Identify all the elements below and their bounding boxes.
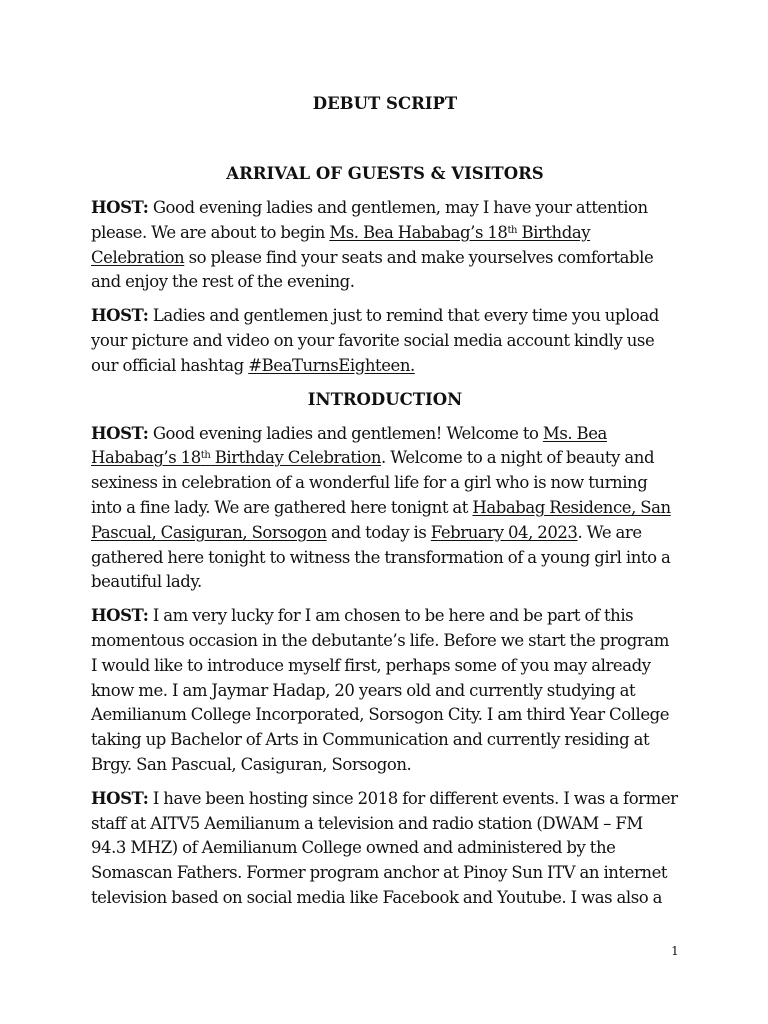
paragraph-text: Good evening ladies and gentlemen! Welcome to (148, 423, 543, 443)
speaker-label: HOST: (91, 423, 149, 443)
speaker-label: HOST: (91, 606, 149, 626)
paragraph-text: . We are gathered here tonight to witness the transformation of a young girl into a beautiful lady. (91, 522, 671, 592)
document-title: DEBUT SCRIPT (312, 94, 458, 113)
arrival-paragraph-2 (91, 304, 679, 378)
official-hashtag: #BeaTurnsEighteen. (248, 355, 415, 375)
introduction-paragraph-2 (91, 604, 679, 778)
section-heading-introduction: INTRODUCTION (307, 389, 463, 409)
paragraph-text: Good evening ladies and gentlemen, may I have your attention please. We are about to begin (91, 198, 648, 242)
paragraph-text: I am very lucky for I am chosen to be here and be part of this momentous occasion in the debutante’s life. Before we start the program I would like to introduce myself first, perhaps some of you may already know me. I am Jaymar Hadap, 20 years old and currently studying at Aemilianum College Incorporated, Sorsogon City. I am third Year College taking up Bachelor of Arts in Communication and currently residing at Brgy. San Pascual, Casiguran, Sorsogon. (91, 606, 670, 774)
speaker-label: HOST: (91, 198, 149, 217)
introduction-paragraph-3 (91, 787, 679, 911)
document-page (91, 92, 679, 920)
speaker-label: HOST: (91, 306, 149, 326)
ordinal-suffix: th (200, 450, 211, 462)
paragraph-text: so please find your seats and make yourselves comfortable and enjoy the rest of the evening. (91, 247, 654, 292)
celebration-name-part2: Birthday Celebration (210, 448, 382, 468)
celebration-name-part1: Ms. Bea Hababag’s 18 (91, 423, 607, 468)
paragraph-text: and today is (326, 522, 431, 542)
page-number: 1 (671, 944, 679, 958)
paragraph-text: . Welcome to a night of beauty and sexiness in celebration of a wonderful life for a girl who is now turning into a fine lady. We are gathered here tonignt at (91, 448, 655, 517)
paragraph-text: I have been hosting since 2018 for different events. I was a former staff at AITV5 Aemilianum a television and radio station (DWAM – FM 94.3 MHZ) of Aemilianum College owned and administered by the Somascan Fathers. Former program anchor at Pinoy Sun ITV an internet television based on social media like Facebook and Youtube. I was also a (91, 788, 678, 907)
event-venue: Hababag Residence, San Pascual, Casiguran, Sorsogon (91, 497, 671, 542)
paragraph-text: Ladies and gentlemen just to remind that every time you upload your picture and video on your favorite social media account kindly use our official hashtag (91, 306, 659, 375)
ordinal-suffix: th (507, 224, 518, 236)
event-date: February 04, 2023 (430, 522, 578, 542)
introduction-paragraph-1 (91, 422, 679, 596)
arrival-paragraph-1 (91, 196, 679, 295)
celebration-name-part2: Birthday Celebration (91, 222, 591, 267)
celebration-name-part1: Ms. Bea Hababag’s 18 (329, 222, 508, 242)
section-heading-arrival: ARRIVAL OF GUESTS & VISITORS (226, 164, 544, 183)
speaker-label: HOST: (91, 788, 149, 808)
